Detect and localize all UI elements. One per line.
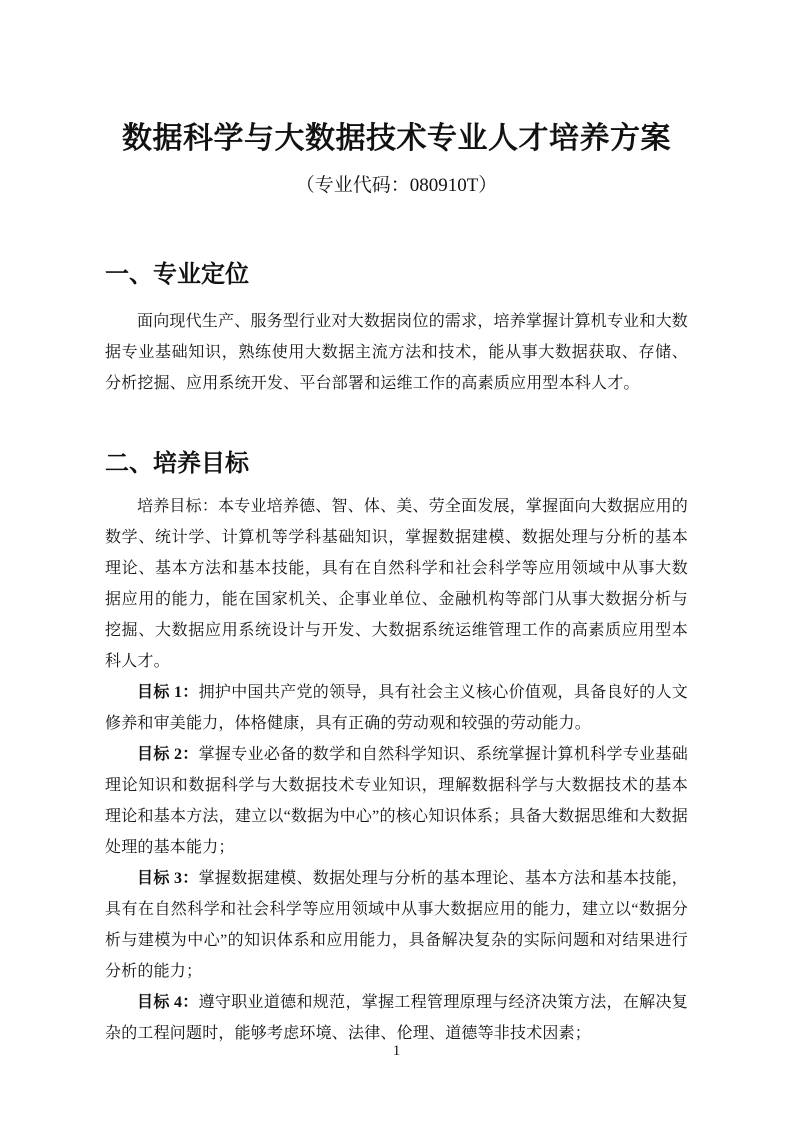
paragraph-text: 遵守职业道德和规范，掌握工程管理原理与经济决策方法，在解决复杂的工程问题时，能够考虑环境、法律、伦理、道德等非技术因素； (105, 994, 688, 1042)
paragraph-text: 掌握数据建模、数据处理与分析的基本理论、基本方法和基本技能，具有在自然科学和社会科学等应用领域中从事大数据应用的能力，建立以“数据分析与建模为中心”的知识体系和应用能力，具备解决复杂的实际问题和对结果进行分析的能力； (105, 870, 688, 980)
document-title: 数据科学与大数据技术专业人才培养方案 (122, 122, 671, 155)
paragraph-label: 目标 3： (137, 870, 199, 887)
section-heading-major-positioning: 一、专业定位 (105, 261, 249, 288)
paragraph-text: 培养目标：本专业培养德、智、体、美、劳全面发展，掌握面向大数据应用的数学、统计学、计算机等学科基础知识，掌握数据建模、数据处理与分析的基本理论、基本方法和基本技能，具有在自然科学和社会科学等应用领域中从事大数据应用的能力，能在国家机关、企事业单位、金融机构等部门从事大数据分析与挖掘、大数据应用系统设计与开发、大数据系统运维管理工作的高素质应用型本科人才。 (105, 498, 688, 670)
page-number: 1 (392, 1043, 401, 1059)
document-content (0, 123, 793, 1049)
paragraph-objective-1 (105, 677, 688, 739)
paragraph-objective-2 (105, 739, 688, 863)
paragraph-text: 面向现代生产、服务型行业对大数据岗位的需求，培养掌握计算机专业和大数据专业基础知识，熟练使用大数据主流方法和技术，能从事大数据获取、存储、分析挖掘、应用系统开发、平台部署和运维工作的高素质应用型本科人才。 (105, 313, 688, 392)
paragraph-label: 目标 4： (137, 994, 199, 1011)
section-heading-training-objectives: 二、培养目标 (105, 450, 249, 477)
paragraph-objective-4 (105, 987, 688, 1049)
paragraph-objective-3 (105, 863, 688, 987)
document-subtitle: （专业代码：080910T） (295, 175, 498, 196)
paragraph-label: 目标 2： (137, 746, 199, 763)
paragraph (105, 306, 688, 399)
paragraph-label: 目标 1： (137, 684, 199, 701)
section-major-positioning (105, 262, 688, 399)
paragraph (105, 491, 688, 677)
paragraph-text: 拥护中国共产党的领导，具有社会主义核心价值观，具备良好的人文修养和审美能力，体格健康，具有正确的劳动观和较强的劳动能力。 (105, 684, 688, 732)
section-training-objectives (105, 451, 688, 1049)
paragraph-text: 掌握专业必备的数学和自然科学知识、系统掌握计算机科学专业基础理论知识和数据科学与大数据技术专业知识，理解数据科学与大数据技术的基本理论和基本方法，建立以“数据为中心”的核心知识体系；具备大数据思维和大数据处理的基本能力； (105, 746, 688, 856)
